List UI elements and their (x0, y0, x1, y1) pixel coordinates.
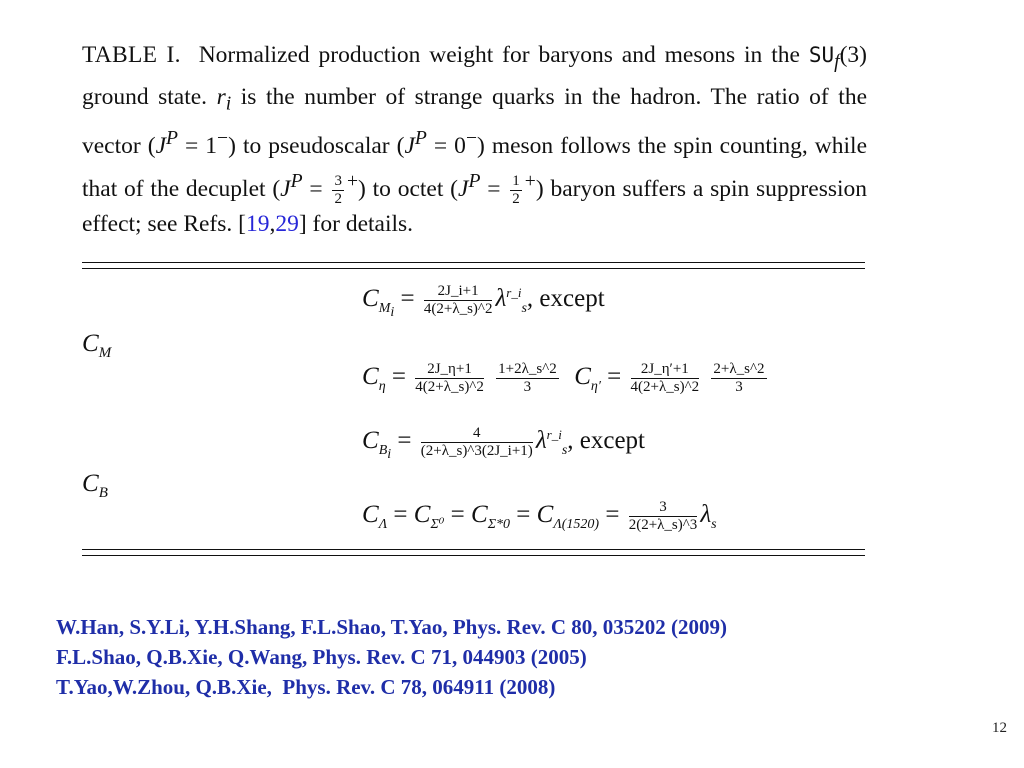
top-rule-2 (82, 268, 865, 269)
caption-text: ) baryon suffers a spin suppression effect; see Refs. [ (82, 176, 868, 238)
reference-item: W.Han, S.Y.Li, Y.H.Shang, F.L.Shao, T.Yao, Phys. Rev. C 80, 035202 (2009) (56, 615, 728, 639)
caption-text: Normalized production weight for baryons and mesons in the (198, 42, 809, 68)
reference-item: T.Yao,W.Zhou, Q.B.Xie, Phys. Rev. C 78, 064911 (2008) (56, 675, 556, 699)
ri-symbol: r (216, 83, 226, 110)
jp-superscript: P (290, 171, 303, 193)
caption-math-sup: + (346, 171, 358, 193)
su-subscript: f (834, 51, 840, 73)
caption-math: = (480, 176, 501, 203)
caption-text: is the number of strange quarks in the hadron. The ratio of the vector ( (82, 83, 867, 160)
caption-text: ) to octet ( (357, 176, 458, 203)
ri-subscript: i (225, 93, 232, 115)
equation-cb: $C_{B_i}$ = $\frac{4}{(2+\lambda\_s)\^{}3(2J\_i+1)}$ $\lambda^{r\_i}_s$, except (362, 425, 645, 463)
ref-link-29[interactable]: 29 (275, 211, 299, 238)
fraction-eta-prime-2: $\frac{2+\lambda\_s\^{}2}{3}$ (713, 361, 765, 395)
table-label: TABLE I. (82, 42, 181, 68)
caption-text: ) to pseudoscalar ( (228, 133, 405, 160)
jp-symbol: J (155, 133, 167, 160)
su-symbol: SU (808, 43, 835, 67)
ref-link-19[interactable]: 19 (245, 211, 270, 238)
reference-list (56, 612, 727, 702)
jp-superscript: P (414, 128, 427, 150)
page-number: 12 (992, 720, 1007, 736)
reference-item: F.L.Shao, Q.B.Xie, Q.Wang, Phys. Rev. C 71, 044903 (2005) (56, 645, 587, 669)
top-rule-1 (82, 262, 865, 263)
equation-cm: $C_{M_i}$ = $\frac{2J\_i+1}{4(2+\lambda\_s)\^{}2}$ $\lambda^{r\_i}_s$, except (362, 283, 605, 321)
caption-math-sup: − (465, 128, 477, 150)
equation-eta: $C_\eta$ = $\frac{2J\_\eta+1}{4(2+\lambda\_s)\^{}2}$ $\frac{1+2\lambda\_s\^{}2}{3}$ $C_{\eta'}$ = $\frac{2J\_\eta'+1}{4(2+\lambda\_s)\^{}2}$ $\frac{2+\lambda\_s\^{}2}{3}$ (362, 361, 765, 395)
jp-symbol: J (280, 176, 291, 203)
jp-superscript: P (166, 128, 178, 150)
jp-symbol: J (404, 133, 415, 160)
equation-lambda: $C_\Lambda = C_{\Sigma^0} = C_{\Sigma*0} = C_{\Lambda(1520)}$ = $\frac{3}{2(2+\lambda\_s)\^{}3}$ $\lambda_s$ (362, 499, 717, 533)
jp-symbol: J (458, 176, 469, 203)
caption-math-sup: + (524, 171, 536, 193)
fraction-lambda: $\frac{3}{2(2+\lambda\_s)\^{}3}$ (628, 499, 698, 533)
caption-math: = (302, 176, 323, 203)
caption-math: = 0 (426, 133, 466, 160)
fraction-cb: $\frac{4}{(2+\lambda\_s)\^{}3(2J\_i+1)}$ (420, 425, 533, 459)
fraction-three-halves: $\frac{3}{2}$ (334, 173, 342, 208)
caption-text: (3) ground state. (82, 42, 868, 110)
jp-superscript: P (468, 171, 481, 193)
caption-text: ) meson follows the spin counting, while that of the decuplet ( (82, 133, 868, 203)
bottom-rule-1 (82, 549, 865, 550)
bottom-rule-2 (82, 555, 865, 556)
fraction-cm: $\frac{2J\_i+1}{4(2+\lambda\_s)\^{}2}$ (423, 283, 493, 317)
row-label-cm: $C_M$ (82, 330, 112, 361)
fraction-eta-1: $\frac{2J\_\eta+1}{4(2+\lambda\_s)\^{}2}$ (415, 361, 484, 395)
fraction-eta-prime-1: $\frac{2J\_\eta'+1}{4(2+\lambda\_s)\^{}2}$ (630, 361, 700, 395)
row-label-cb: $C_B$ (82, 470, 108, 501)
table-caption: TABLE I. Normalized production weight for baryons and mesons in the $SU_f(3)$ ground state. $r_i$ is the number of strange quarks in the hadron. The ratio of the vector $(J^P = 1^-)$ to pseudoscalar $(J^P = 0^-)$ meson follows the spin counting, while that of the decuplet ($J^P$ = $\frac{3}{2}$ +) to octet ($J^P$ = $\frac{1}{2}$ +) baryon suffers a spin suppression effect; see Refs. [19,29] for details. (82, 42, 868, 238)
caption-text: ] for details. (298, 211, 414, 238)
caption-math: = 1 (177, 133, 218, 160)
caption-math-sup: − (217, 128, 229, 150)
fraction-one-half: $\frac{1}{2}$ (512, 173, 520, 208)
fraction-eta-2: $\frac{1+2\lambda\_s\^{}2}{3}$ (498, 361, 557, 395)
